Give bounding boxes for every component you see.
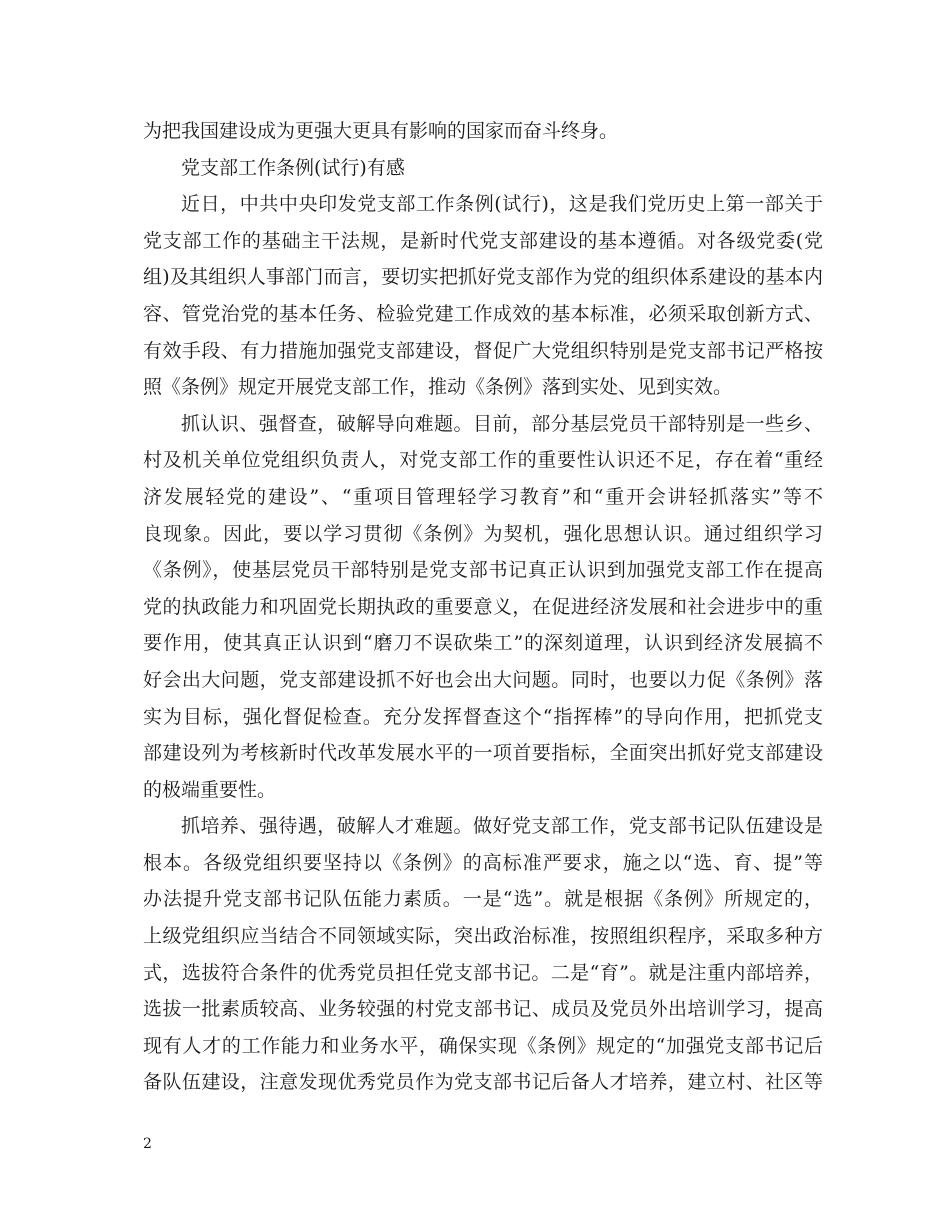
text-line: 式，选拔符合条件的优秀党员担任党支部书记。二是“育”。就是注重内部培养， — [143, 961, 823, 984]
text-line: 《条例》，使基层党员干部特别是党支部书记真正认识到加强党支部工作在提高 — [143, 559, 823, 582]
text-line: 上级党组织应当结合不同领域实际，突出政治标准，按照组织程序，采取多种方 — [143, 925, 823, 948]
body-text — [143, 113, 823, 1101]
text-line: 党的执政能力和巩固党长期执政的重要意义，在促进经济发展和社会进步中的重 — [143, 595, 823, 618]
text-line: 为把我国建设成为更强大更具有影响的国家而奋斗终身。 — [143, 120, 619, 142]
text-line: 有效手段、有力措施加强党支部建设，督促广大党组织特别是党支部书记严格按 — [143, 339, 823, 362]
text-line: 好会出大问题，党支部建设抓不好也会出大问题。同时，也要以力促《条例》落 — [143, 668, 823, 691]
text-line: 良现象。因此，要以学习贯彻《条例》为契机，强化思想认识。通过组织学习 — [143, 522, 823, 545]
text-line: 村及机关单位党组织负责人，对党支部工作的重要性认识还不足，存在着“重经 — [143, 449, 823, 472]
text-line: 根本。各级党组织要坚持以《条例》的高标准严要求，施之以“选、育、提”等 — [143, 851, 823, 874]
text-line: 党支部工作的基础主干法规，是新时代党支部建设的基本遵循。对各级党委(党 — [143, 229, 823, 252]
text-line: 实为目标，强化督促检查。充分发挥督查这个“指挥棒”的导向作用，把抓党支 — [143, 705, 823, 728]
text-line: 的极端重要性。 — [143, 778, 277, 801]
section-title: 党支部工作条例(试行)有感 — [181, 156, 405, 179]
text-line: 要作用，使其真正认识到“磨刀不误砍柴工”的深刻道理，认识到经济发展搞不 — [143, 632, 823, 655]
text-line: 备队伍建设，注意发现优秀党员作为党支部书记后备人才培养，建立村、社区等 — [143, 1071, 823, 1094]
text-line: 现有人才的工作能力和业务水平，确保实现《条例》规定的“加强党支部书记后 — [143, 1034, 823, 1057]
text-line: 容、管党治党的基本任务、检验党建工作成效的基本标准，必须采取创新方式、 — [143, 302, 823, 325]
page-number: 2 — [143, 1136, 152, 1152]
text-line: 济发展轻党的建设”、“重项目管理轻学习教育”和“重开会讲轻抓落实”等不 — [143, 485, 823, 508]
text-line: 照《条例》规定开展党支部工作，推动《条例》落到实处、见到实效。 — [143, 376, 733, 399]
text-line: 抓培养、强待遇，破解人才难题。做好党支部工作，党支部书记队伍建设是 — [181, 815, 823, 838]
text-line: 组)及其组织人事部门而言，要切实把抓好党支部作为党的组织体系建设的基本内 — [143, 266, 823, 289]
text-line: 选拔一批素质较高、业务较强的村党支部书记、成员及党员外出培训学习，提高 — [143, 998, 823, 1021]
text-line: 办法提升党支部书记队伍能力素质。一是“选”。就是根据《条例》所规定的， — [143, 888, 823, 911]
text-line: 部建设列为考核新时代改革发展水平的一项首要指标，全面突出抓好党支部建设 — [143, 742, 823, 765]
text-line: 近日，中共中央印发党支部工作条例(试行)，这是我们党历史上第一部关于 — [181, 193, 823, 216]
text-line: 抓认识、强督查，破解导向难题。目前，部分基层党员干部特别是一些乡、 — [181, 412, 823, 435]
